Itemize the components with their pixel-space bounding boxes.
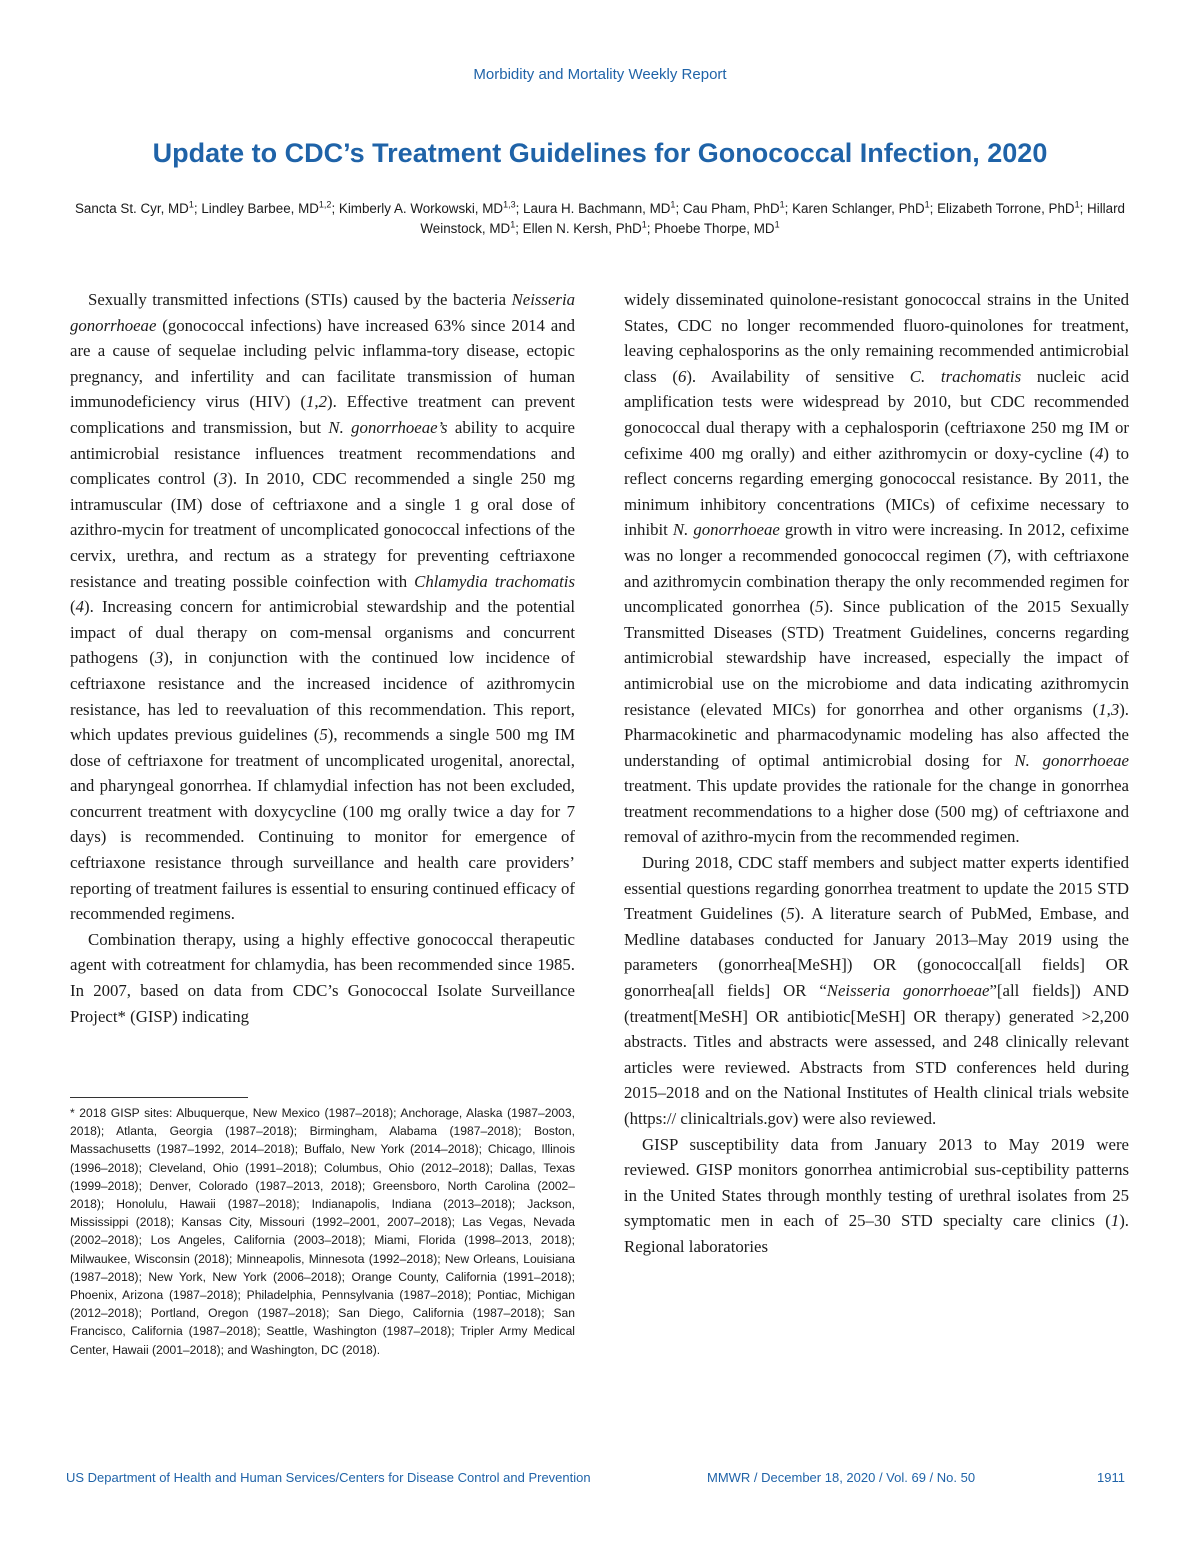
author-name: Phoebe Thorpe, MD (654, 221, 775, 236)
author-affiliation: 1,2 (318, 199, 332, 210)
body-paragraph: Combination therapy, using a highly effective gonococcal therapeutic agent with cotreatment for chlamydia, has been recommended since 1985. In 2007, based on data from CDC’s Gonococcal Isolate Surveillance Project* (GISP) indicating (70, 929, 575, 1026)
author-list: Sancta St. Cyr, $MD^1$; Lindley Barbee, MD$^{1,2}$; Kimberly A. Workowski, MD$^{1,3}$; Laura H. Bachmann, $MD^1$; Cau Pham, PhD$^1$; Karen Schlanger, PhD$^1$; Elizabeth Torrone, PhD$^1$; Hillard Weinstock, $MD^1$; Ellen N. Kersh, PhD$^1$; Phoebe Thorpe, $MD^1$ (74, 199, 1125, 236)
author-affiliation: 1 (1074, 199, 1080, 210)
author-affiliation: 1 (188, 199, 194, 210)
author-affiliation: 1,3 (503, 199, 516, 210)
body-paragraph: Sexually transmitted infections (STIs) caused by the bacteria Neisseria gonorrhoeae (gonococcal infections) have increased 63% since 2014 and are a cause of sequelae including pelvic inflamma-tory disease, ectopic pregnancy, and infertility and can facilitate transmission of human immunodeficiency virus (HIV) (1,2). Effective treatment can prevent complications and transmission, but N. gonorrhoeae’s ability to acquire antimicrobial resistance influences treatment recommendations and complicates control (3). In 2010, CDC recommended a single 250 mg intramuscular (IM) dose of ceftriaxone and a single 1 g oral dose of azithro-mycin for treatment of uncomplicated gonococcal infections of the cervix, urethra, and rectum as a strategy for preventing ceftriaxone resistance and treating possible coinfection with Chlamydia trachomatis (4). Increasing concern for antimicrobial stewardship and the potential impact of dual therapy on com-mensal organisms and concurrent pathogens (3), in conjunction with the continued low incidence of ceftriaxone resistance and the increased incidence of azithromycin resistance, has led to reevaluation of this recommendation. This report, which updates previous guidelines (5), recommends a single 500 mg IM dose of ceftriaxone for treatment of uncomplicated urogenital, anorectal, and pharyngeal gonorrhea. If chlamydial infection has not been excluded, concurrent treatment with doxycycline (100 mg orally twice a day for 7 days) is recommended. Continuing to monitor for emergence of ceftriaxone resistance through surveillance and health care providers’ reporting of treatment failures is essential to ensuring continued efficacy of recommended regimens. (70, 290, 576, 924)
author-affiliation: 1 (779, 199, 785, 210)
author-name: Sancta St. Cyr, MD (74, 201, 189, 216)
author-affiliation: 1 (774, 219, 780, 230)
footnote-divider (70, 1097, 248, 1098)
footer-department: US Department of Health and Human Services/Centers for Disease Control and Prevention (66, 1470, 591, 1485)
author-name: Laura H. Bachmann, MD (523, 201, 671, 216)
footer-citation: MMWR / December 18, 2020 / Vol. 69 / No. 50 (707, 1470, 976, 1485)
page-number: 1911 (1097, 1470, 1125, 1485)
author-name: Cau Pham, PhD (682, 201, 780, 216)
footnote-gisp-sites: * 2018 GISP sites: Albuquerque, New Mexico (1987–2018); Anchorage, Alaska (1987–2003, 2018); Atlanta, Georgia (1987–2018); Birmingham, Alabama (1987–2018); Boston, Massachusetts (1987–1992, 2014–2018); Buffalo, New York (2014–2018); Chicago, Illinois (1996–2018); Cleveland, Ohio (1991–2018); Columbus, Ohio (2012–2018); Dallas, Texas (1999–2018); Denver, Colorado (1987–2013, 2018); Greensboro, North Carolina (2002–2018); Honolulu, Hawaii (1987–2018); Indianapolis, Indiana (2013–2018); Jackson, Mississippi (2018); Kansas City, Missouri (1992–2001, 2007–2018); Las Vegas, Nevada (2002–2018); Los Angeles, California (2003–2018); Miami, Florida (1998–2013, 2018); Milwaukee, Wisconsin (2018); Minneapolis, Minnesota (1992–2018); New Orleans, Louisiana (1987–2018); New York, New York (2006–2018); Orange County, California (1991–2018); Phoenix, Arizona (1987–2018); Philadelphia, Pennsylvania (1987–2018); Pontiac, Michigan (2012–2018); Portland, Oregon (1987–2018); San Diego, California (1987–2018); San Francisco, California (1987–2018); Seattle, Washington (1987–2018); Tripler Army Medical Center, Hawaii (2001–2018); and Washington, DC (2018). (70, 1106, 575, 1357)
author-name: Hillard Weinstock, MD (420, 201, 1125, 236)
body-paragraph: GISP susceptibility data from January 2013 to May 2019 were reviewed. GISP monitors gonorrhea antimicrobial sus-ceptibility patterns in the United States through monthly testing of urethral isolates from 25 symptomatic men in each of 25–30 STD specialty care clinics (1). Regional laboratories (624, 1134, 1129, 1256)
author-name: Elizabeth Torrone, PhD (937, 201, 1075, 216)
author-name: Karen Schlanger, PhD (792, 201, 925, 216)
author-affiliation: 1 (510, 219, 516, 230)
body-column-right (624, 287, 1129, 1260)
author-affiliation: 1 (670, 199, 676, 210)
body-column-left (70, 287, 575, 1029)
author-affiliation: 1 (641, 219, 647, 230)
author-affiliation: 1 (924, 199, 930, 210)
body-paragraph: During 2018, CDC staff members and subject matter experts identified essential questions regarding gonorrhea treatment to update the 2015 STD Treatment Guidelines (5). A literature search of PubMed, Embase, and Medline databases conducted for January 2013–May 2019 using the parameters (gonorrhea[MeSH]) OR (gonococcal[all fields] OR gonorrhea[all fields] OR “Neisseria gonorrhoeae”[all fields]) AND (treatment[MeSH] OR antibiotic[MeSH] OR therapy) generated >2,200 abstracts. Titles and abstracts were assessed, and 248 clinically relevant articles were reviewed. Abstracts from STD conferences held during 2015–2018 and on the National Institutes of Health clinical trials website (https:// clinicaltrials.gov) were also reviewed. (624, 853, 1129, 1128)
author-name: Ellen N. Kersh, PhD (522, 221, 642, 236)
author-name: Lindley Barbee, MD (201, 201, 319, 216)
body-paragraph: widely disseminated quinolone-resistant gonococcal strains in the United States, CDC no longer recommended fluoro-quinolones for treatment, leaving cephalosporins as the only remaining recommended antimicrobial class (6). Availability of sensitive C. trachomatis nucleic acid amplification tests were widespread by 2010, but CDC recommended gonococcal dual therapy with a cephalosporin (ceftriaxone 250 mg IM or cefixime 400 mg orally) and either azithromycin or doxy-cycline (4) to reflect concerns regarding emerging gonococcal resistance. By 2011, the minimum inhibitory concentrations (MICs) of cefixime necessary to inhibit N. gonorrhoeae growth in vitro were increasing. In 2012, cefixime was no longer a recommended gonococcal regimen (7), with ceftriaxone and azithromycin combination therapy the only recommended regimen for uncomplicated gonorrhea (5). Since publication of the 2015 Sexually Transmitted Diseases (STD) Treatment Guidelines, concerns regarding antimicrobial stewardship have increased, especially the impact of antimicrobial use on the microbiome and data indicating azithromycin resistance (elevated MICs) for gonorrhea and other organisms (1,3). Pharmacokinetic and pharmacodynamic modeling has also affected the understanding of optimal antimicrobial dosing for N. gonorrhoeae treatment. This update provides the rationale for the change in gonorrhea treatment recommendations to a higher dose (500 mg) of ceftriaxone and removal of azithro-mycin from the recommended regimen. (624, 290, 1129, 847)
journal-header: Morbidity and Mortality Weekly Report (473, 66, 727, 83)
article-title: Update to CDC’s Treatment Guidelines for Gonococcal Infection, 2020 (152, 138, 1048, 168)
author-name: Kimberly A. Workowski, MD (338, 201, 504, 216)
